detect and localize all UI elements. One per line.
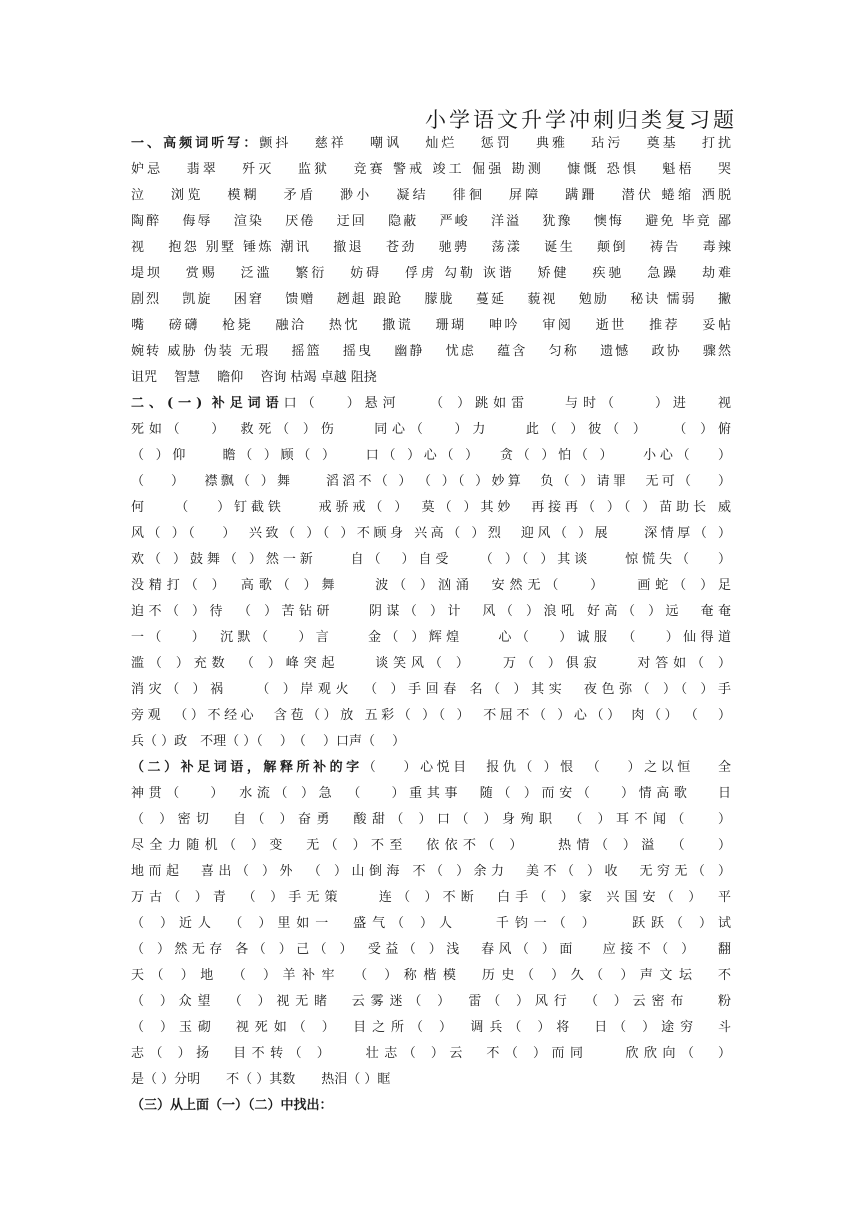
text-line bbox=[131, 911, 731, 937]
text-line bbox=[131, 365, 731, 391]
text-line bbox=[131, 391, 731, 417]
line-text: 陶醉 侮辱 渲染 厌倦 迂回 隐蔽 严峻 洋溢 犹豫 懊悔 避免 毕竟 鄙 bbox=[131, 214, 731, 229]
line-text: （ ）玉砌 视死如（ ） 目之所（ ） 调兵（ ）将 日（ ）途穷 斗 bbox=[131, 1020, 731, 1035]
text-line bbox=[131, 495, 731, 521]
line-text: 风（ ）（ ） 兴致（ ）（ ）不顾身 兴高（ ）烈 迎风（ ）展 深情厚（ ） bbox=[131, 526, 731, 541]
text-line bbox=[131, 755, 731, 781]
text-line bbox=[131, 1067, 731, 1093]
line-text: 一（ ） 沉默（ ）言 金（ ）辉煌 心（ ）诚服 （ ）仙得道 bbox=[131, 630, 731, 645]
text-line bbox=[131, 781, 731, 807]
text-line bbox=[131, 469, 731, 495]
text-line bbox=[131, 235, 731, 261]
line-text: （ ） 襟飘（ ）舞 滔滔不（ ） （ ）（ ）妙算 负（ ）请罪 无可（ ） bbox=[131, 474, 731, 489]
line-text: 剧烈 凯旋 困窘 馈赠 趔趄 踉跄 朦胧 蔓延 藐视 勉励 秘诀 懦弱 撇 bbox=[131, 292, 731, 307]
text-line bbox=[131, 1015, 731, 1041]
line-text: 志（ ）扬 目不转（ ） 壮志（ ）云 不（ ）而同 欣欣向（ ） bbox=[131, 1046, 731, 1061]
line-text: 万古（ ）青 （ ）手无策 连（ ）不断 白手（ ）家 兴国安（ ） 平 bbox=[131, 890, 731, 905]
text-line bbox=[131, 885, 731, 911]
line-text: 欢（ ）鼓舞（ ）然一新 自（ ）自受 （ ）（ ）其谈 惊慌失（ ） bbox=[131, 552, 731, 567]
line-text: 天（ ）地 （ ）羊补牢 （ ）称楷模 历史（ ）久（ ）声文坛 不 bbox=[131, 968, 731, 983]
document-title: 小学语文升学冲刺归类复习题 bbox=[425, 108, 737, 132]
text-line bbox=[131, 703, 731, 729]
line-text: 口（ ）悬河 （ ）跳如雷 与时（ ）进 视 bbox=[283, 396, 731, 411]
text-line bbox=[131, 521, 731, 547]
line-text: （ ）然无存 各（ ）己（ ） 受益（ ）浅 春风（ ）面 应接不（ ） 翻 bbox=[131, 942, 731, 957]
line-text: （ ）近人 （ ）里如一 盛气（ ）人 千钧一（ ） 跃跃（ ）试 bbox=[131, 916, 731, 931]
document-body bbox=[131, 131, 731, 1119]
text-line bbox=[131, 599, 731, 625]
line-text: 旁观 （）不经心 含苞（）放 五彩（ ）（ ） 不屈不（ ）心（） 肉（） （ ） bbox=[131, 708, 731, 723]
text-line bbox=[131, 937, 731, 963]
line-text: 消灾（ ）祸 （ ）岸观火 （ ）手回春 名（ ）其实 夜色弥（ ）（ ）手 bbox=[131, 682, 731, 697]
text-line bbox=[131, 287, 731, 313]
line-text: 死如（ ） 救死（ ）伤 同心（ ）力 此（ ）彼（ ） （ ）俯 bbox=[131, 422, 731, 437]
text-line bbox=[131, 547, 731, 573]
text-line bbox=[131, 261, 731, 287]
text-line bbox=[131, 339, 731, 365]
text-line bbox=[131, 859, 731, 885]
text-line bbox=[131, 625, 731, 651]
text-line bbox=[131, 677, 731, 703]
text-line bbox=[131, 573, 731, 599]
line-text: 颤抖 慈祥 嘲讽 灿烂 惩罚 典雅 玷污 奠基 打扰 bbox=[259, 136, 731, 151]
line-text: 兵（ ）政 不理（ ）（ ） （ ）口声（ ） bbox=[131, 734, 406, 749]
line-text: 尽全力随机（ ）变 无（ ）不至 依依不（ ） 热情（ ）溢 （ ） bbox=[131, 838, 731, 853]
line-text: （ ）心悦目 报仇（ ）恨 （ ）之以恒 全 bbox=[362, 760, 731, 775]
text-line bbox=[131, 833, 731, 859]
text-line bbox=[131, 131, 731, 157]
line-text: 诅咒 智慧 瞻仰 咨询 枯竭 卓越 阻挠 bbox=[131, 370, 377, 385]
line-text: 婉转 威胁 伪装 无瑕 摇篮 摇曳 幽静 忧虑 蕴含 匀称 遗憾 政协 骤然 bbox=[131, 344, 731, 359]
line-text: 堤坝 赏赐 泛滥 繁衍 妨碍 俘虏 勾勒 诙谐 矫健 疾驰 急躁 劫难 bbox=[131, 266, 731, 281]
text-line bbox=[131, 963, 731, 989]
line-text: 是（ ）分明 不（ ）其数 热泪（ ）眶 bbox=[131, 1072, 391, 1087]
section-heading: （二）补足词语，解释所补的字 bbox=[131, 760, 363, 775]
line-text: 神贯（ ） 水流（ ）急 （ ）重其事 随（ ）而安（ ）情高歌 日 bbox=[131, 786, 731, 801]
section-heading: 一、高频词听写： bbox=[131, 136, 260, 151]
text-line bbox=[131, 989, 731, 1015]
text-line bbox=[131, 443, 731, 469]
line-text: 迫不（ ）待 （ ）苦钻研 阴谋（ ）计 风（ ）浪吼 好高（ ）远 奄奄 bbox=[131, 604, 731, 619]
text-line bbox=[131, 209, 731, 235]
text-line bbox=[131, 651, 731, 677]
text-line bbox=[131, 1093, 731, 1119]
line-text: 妒忌 翡翠 歼灭 监狱 竞赛 警戒 竣工 倔强 勘测 慷慨 恐惧 魁梧 哭 bbox=[131, 162, 731, 177]
section-heading: 二、(一) 补足词语 bbox=[131, 396, 284, 411]
text-line bbox=[131, 729, 731, 755]
text-line bbox=[131, 183, 731, 209]
line-text: 滥（ ）充数 （ ）峰突起 谈笑风（ ） 万（ ）俱寂 对答如（ ） bbox=[131, 656, 731, 671]
section-heading: （三）从上面（一）（二）中找出： bbox=[131, 1098, 333, 1113]
line-text: 没精打（ ） 高歌（ ）舞 波（ ）汹涌 安然无（ ） 画蛇（ ）足 bbox=[131, 578, 731, 593]
text-line bbox=[131, 417, 731, 443]
line-text: 何 （ ）钉截铁 戒骄戒（ ） 莫（ ）其妙 再接再（ ）（ ）苗助长 威 bbox=[131, 500, 731, 515]
line-text: 地而起 喜出（ ）外 （ ）山倒海 不（ ）余力 美不（ ）收 无穷无（ ） bbox=[131, 864, 731, 879]
text-line bbox=[131, 157, 731, 183]
line-text: （ ）仰 瞻（ ）顾（ ） 口（ ）心（ ） 贪（ ）怕（ ） 小心（ ） bbox=[131, 448, 731, 463]
line-text: 嘴 磅礴 枪毙 融洽 热忱 撒谎 珊瑚 呻吟 审阅 逝世 推荐 妥帖 bbox=[131, 318, 731, 333]
line-text: 视 抱怨 别墅 锤炼 潮讯 撤退 苍劲 驰骋 荡漾 诞生 颠倒 祷告 毒辣 bbox=[131, 240, 731, 255]
text-line bbox=[131, 1041, 731, 1067]
text-line bbox=[131, 807, 731, 833]
line-text: （ ）众望 （ ）视无睹 云雾迷（ ） 雷（ ）风行 （ ）云密布 粉 bbox=[131, 994, 731, 1009]
line-text: 泣 浏览 模糊 矛盾 渺小 凝结 徘徊 屏障 蹒跚 潜伏 蜷缩 洒脱 bbox=[131, 188, 731, 203]
line-text: （ ）密切 自（ ）奋勇 酸甜（ ）口（ ）身殉职 （ ）耳不闻（ ） bbox=[131, 812, 731, 827]
text-line bbox=[131, 313, 731, 339]
